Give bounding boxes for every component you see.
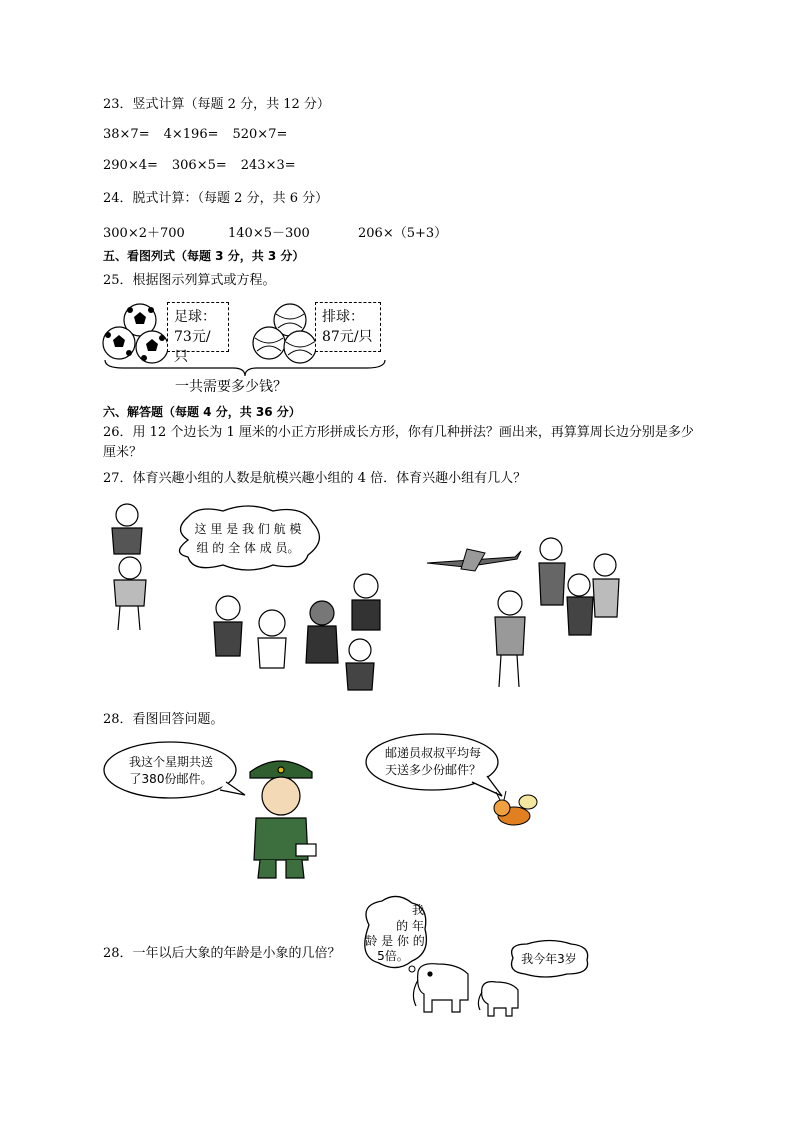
- q28a-bubble-left-line1: 我这个星期共送: [128, 755, 213, 769]
- q23-row1: [103, 127, 287, 143]
- q26-text: 26．用 12 个边长为 1 厘米的小正方形拼成长方形，你有几种拼法？画出来，再算算周长边分别是多少厘米？: [103, 425, 694, 460]
- sports-club-members-icon: [475, 535, 635, 695]
- section-6-title: 六、解答题（每题 4 分，共 36 分）: [103, 405, 301, 419]
- q23-item: 243×3=: [240, 158, 296, 173]
- q23-item: 38×7=: [103, 127, 150, 142]
- q25-title: 25．根据图示列算式或方程。: [103, 273, 276, 288]
- bee-icon: [490, 788, 550, 838]
- q28a-bubble-right-line2: 天送多少份邮件？: [384, 763, 481, 777]
- q28b-bubble-big-line4: 5倍。: [377, 949, 409, 963]
- q28a-bubble-right-line1: 邮递员叔叔平均每: [384, 746, 481, 760]
- q27-text: 27．体育兴趣小组的人数是航模兴趣小组的 4 倍．体育兴趣小组有几人？: [103, 471, 527, 486]
- q28b-bubble-big-line2: 的 年: [396, 919, 424, 933]
- q23-item: 290×4=: [103, 158, 158, 173]
- volleyball-label: 排球：: [322, 309, 364, 325]
- total-brace: [103, 358, 393, 378]
- q23-item: 306×5=: [171, 158, 227, 173]
- q24-item: 300×2＋700: [103, 226, 185, 241]
- q27-bubble-line1: 这 里 是 我 们 航 模: [194, 522, 302, 536]
- section-5-title: 五、看图列式（每题 3 分，共 3 分）: [103, 249, 305, 263]
- q23-row2: [103, 158, 296, 174]
- q27-bubble-line2: 组 的 全 体 成 员。: [196, 541, 300, 555]
- q28b-bubble-big-line3: 龄 是 你 的: [365, 934, 425, 948]
- soccer-label: 足球：: [174, 309, 216, 325]
- children-group-icon: [100, 502, 160, 632]
- q28b-bubble-small-text: 我今年3岁: [521, 952, 577, 966]
- volleyball-price-box: [315, 302, 381, 352]
- q28a-text: 28．看图回答问题。: [103, 712, 224, 727]
- q24-title: 24．脱式计算：（每题 2 分，共 6 分）: [103, 191, 329, 206]
- soccer-price-box: [167, 302, 229, 365]
- elephants-icon: [410, 960, 540, 1020]
- q24-item: 140×5－300: [228, 226, 310, 241]
- q28b-bubble-big-line1: 我: [411, 903, 424, 917]
- soccer-price: 73元/只: [174, 329, 211, 365]
- q28b-text: 28．一年以后大象的年龄是小象的几倍？: [103, 946, 341, 961]
- q23-title: 23．竖式计算（每题 2 分，共 12 分）: [103, 97, 330, 112]
- postman-icon: [240, 752, 330, 882]
- volleyball-price: 87元/只: [322, 329, 373, 345]
- q25-question: 一共需要多少钱？: [175, 379, 287, 395]
- q23-item: 4×196=: [163, 127, 219, 142]
- q28a-bubble-left-line2: 了380份邮件。: [129, 772, 213, 786]
- q23-item: 520×7=: [232, 127, 288, 142]
- model-club-members-icon: [200, 568, 380, 698]
- q24-item: 206×（5+3）: [358, 226, 448, 241]
